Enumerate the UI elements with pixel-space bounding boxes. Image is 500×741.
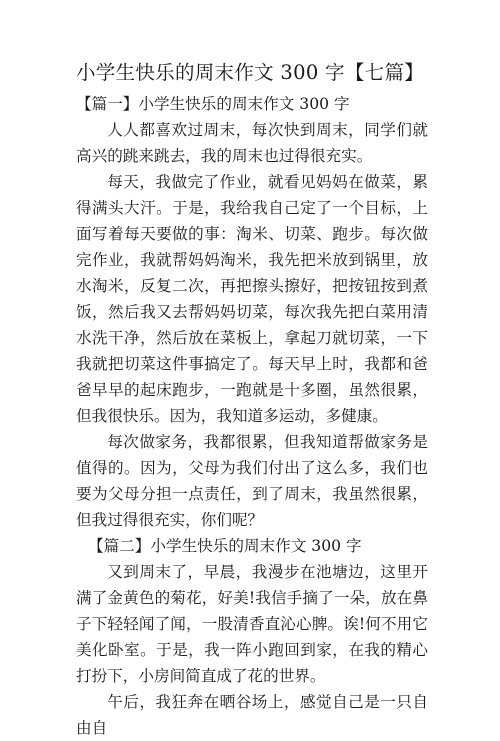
paragraph: 每次做家务，我都很累，但我知道帮做家务是值得的。因为，父母为我们付出了这么多，我们也要为父母分担一点责任，到了周末，我虽然很累，但我过得很充实，你们呢？ [76,433,428,529]
document-body [76,91,428,741]
section-heading-2: 【篇二】小学生快乐的周末作文 300 字 [88,537,362,555]
document-title: 小学生快乐的周末作文 300 字【七篇】 [75,61,425,84]
paragraph: 又到周末了，早晨，我漫步在池塘边，这里开满了金黄色的菊花，好美!我信手摘了一朵，放在鼻子下轻轻闻了闻，一股清香直沁心脾。诶!何不用它美化卧室。于是，我一阵小跑回到家，在我的精心打扮下，小房间简直成了花的世界。 [76,563,428,685]
paragraph: 人人都喜欢过周末，每次快到周末，同学们就高兴的跳来跳去，我的周末也过得很充实。 [76,121,428,165]
paragraph: 每天，我做完了作业，就看见妈妈在做菜，累得满头大汗。于是，我给我自己定了一个目标，上面写着每天要做的事：淘米、切菜、跑步。每次做完作业，我就帮妈妈淘米，我先把米放到锅里，放水淘米，反复二次，再把擦头擦好，把按钮按到煮饭，然后我又去帮妈妈切菜，每次我先把白菜用清水洗干净，然后放在菜板上，拿起刀就切菜，一下我就把切菜这件事搞定了。每天早上时，我都和爸爸早早的起床跑步，一跑就是十多圈，虽然很累，但我很快乐。因为，我知道多运动，多健康。 [76,173,428,425]
section-heading-1: 【篇一】小学生快乐的周末作文 300 字 [76,95,350,113]
paragraph: 午后，我狂奔在晒谷场上，感觉自己是一只自由自 [76,693,428,737]
